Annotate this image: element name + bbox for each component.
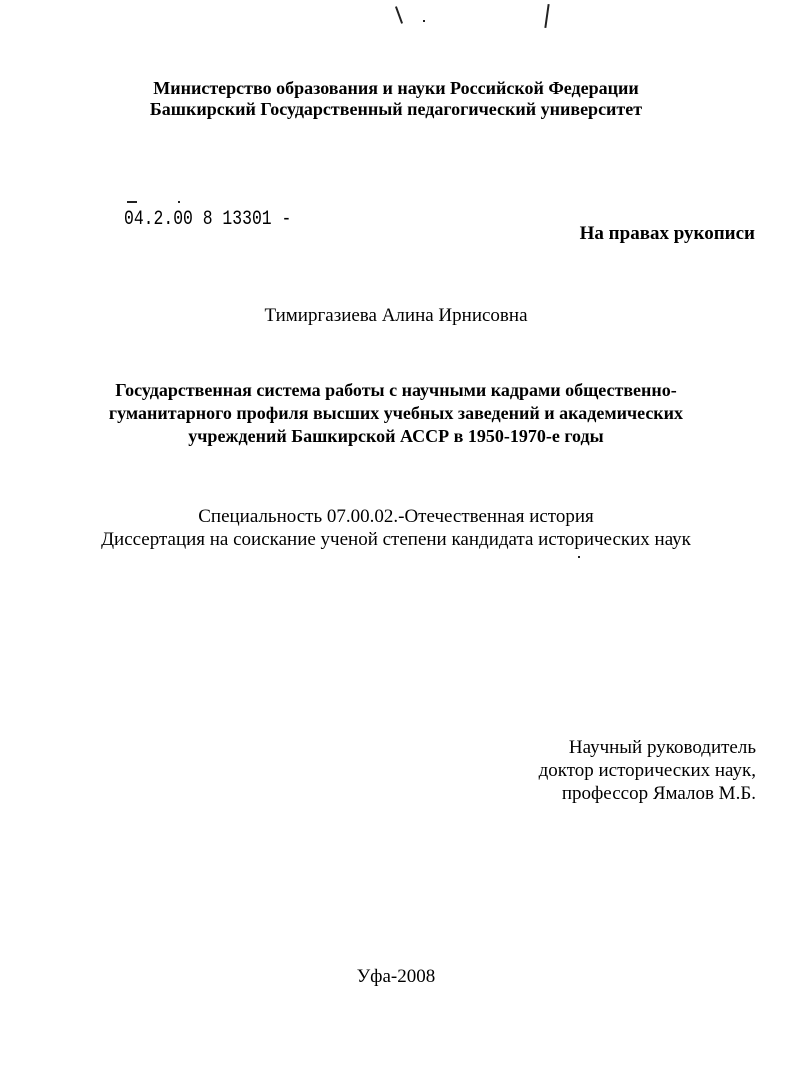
- supervisor-degree: доктор исторических наук,: [538, 760, 756, 781]
- title-line-2: гуманитарного профиля высших учебных заведений и академических: [108, 403, 684, 423]
- scan-mark: [178, 201, 180, 203]
- scan-mark: [395, 6, 403, 24]
- supervisor-role: Научный руководитель: [568, 737, 756, 758]
- scan-mark: [544, 4, 549, 28]
- rights-notice: На правах рукописи: [579, 223, 755, 244]
- supervisor-block: [539, 736, 756, 805]
- scan-mark: [423, 20, 425, 22]
- degree-line: Диссертация на соискание ученой степени кандидата исторических наук: [101, 529, 691, 550]
- stamp-code: 04.2.00 8 13301 -: [124, 208, 292, 231]
- ministry-header: [0, 78, 792, 120]
- university-name: Башкирский Государственный педагогический университет: [149, 99, 643, 119]
- specialty-block: [0, 505, 792, 551]
- author-name: Тимиргазиева Алина Ирнисовна: [264, 305, 528, 326]
- supervisor-name: профессор Ямалов М.Б.: [561, 783, 756, 804]
- title-line-3: учреждений Башкирской АССР в 1950-1970-е годы: [188, 426, 604, 446]
- scan-mark: [578, 556, 580, 558]
- scan-mark: [127, 201, 137, 203]
- dissertation-title: [0, 379, 792, 448]
- title-line-1: Государственная система работы с научными кадрами общественно-: [115, 380, 677, 400]
- city-year: Уфа-2008: [356, 966, 436, 987]
- ministry-name: Министерство образования и науки Российской Федерации: [153, 78, 639, 98]
- specialty-line: Специальность 07.00.02.-Отечественная история: [198, 506, 594, 527]
